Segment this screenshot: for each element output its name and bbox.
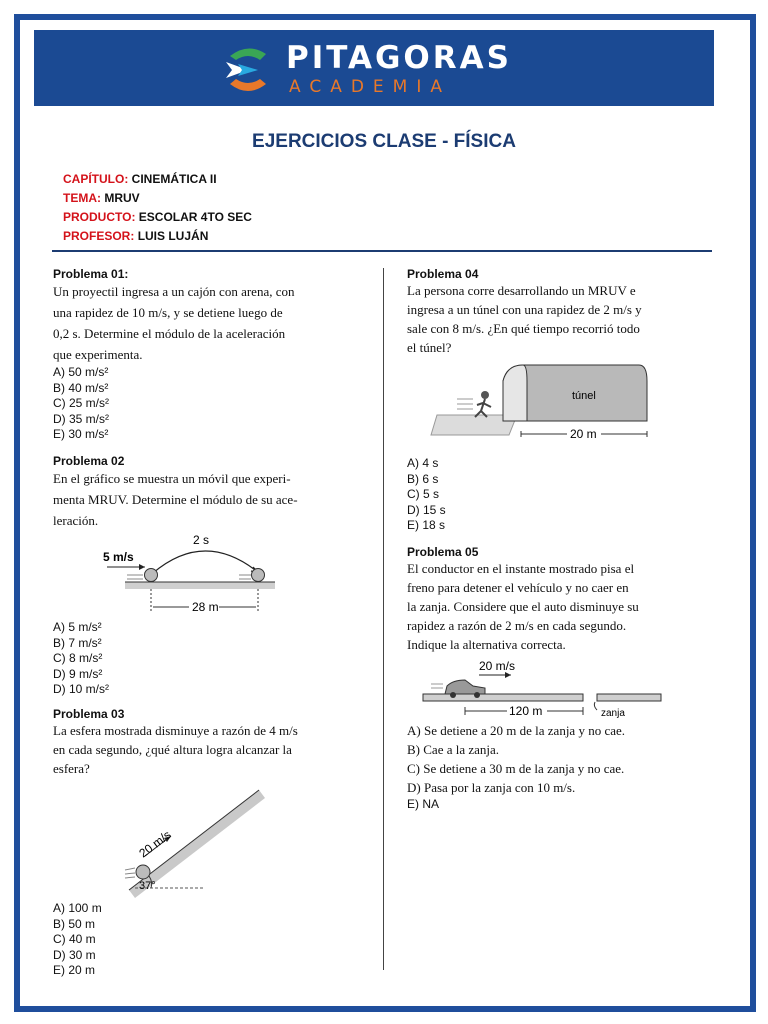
problem-text-line: el túnel? <box>407 340 452 355</box>
runner-icon <box>481 391 489 399</box>
car-icon <box>445 680 485 694</box>
meta-label: PROFESOR: <box>63 229 135 243</box>
car-ditch-figure <box>407 654 677 718</box>
option: D) 30 m <box>53 947 96 962</box>
option: C) 5 s <box>407 487 440 501</box>
option: C) 8 m/s² <box>53 651 103 665</box>
page-title: EJERCICIOS CLASE - FÍSICA <box>252 131 516 152</box>
problem-04 <box>407 267 677 534</box>
problem-01 <box>53 267 323 443</box>
speed-label: 20 m/s <box>136 827 174 861</box>
problem-05 <box>407 545 677 812</box>
problem-text-line: leración. <box>53 513 99 528</box>
problem-heading: Problema 01: <box>53 267 129 281</box>
option: B) Cae a la zanja. <box>407 742 500 757</box>
problem-heading: Problema 05 <box>407 545 479 559</box>
ball-icon <box>145 569 158 582</box>
option: E) NA <box>407 797 440 811</box>
meta-label: TEMA: <box>63 191 101 205</box>
option: B) 6 s <box>407 471 439 486</box>
tunnel-label: túnel <box>572 390 596 402</box>
meta-value: LUIS LUJÁN <box>137 229 209 243</box>
column-divider <box>383 268 384 970</box>
problem-text-line: que experimenta. <box>53 347 143 362</box>
problem-text-line: una rapidez de 10 m/s, y se detiene luego de <box>53 305 283 320</box>
option: A) 4 s <box>407 456 439 470</box>
speed-label: 20 m/s <box>479 659 516 673</box>
option: E) 30 m/s² <box>53 427 109 441</box>
problem-text-line: la zanja. Considere que el auto disminuye su <box>407 599 639 614</box>
problem-text-line: Un proyectil ingresa a un cajón con arena, con <box>53 284 295 299</box>
option: D) 35 m/s² <box>53 411 110 426</box>
option: D) 9 m/s² <box>53 666 103 681</box>
options-list <box>407 456 677 534</box>
option: A) 50 m/s² <box>53 365 109 379</box>
option: D) 10 m/s² <box>53 682 110 696</box>
option: B) 40 m/s² <box>53 380 109 395</box>
problem-text-line: en cada segundo, ¿qué altura logra alcanzar la <box>53 742 292 757</box>
problem-text-line: El conductor en el instante mostrado pisa el <box>407 561 635 576</box>
ball-icon <box>252 569 265 582</box>
options-list <box>53 901 325 979</box>
meta-chapter <box>63 170 252 189</box>
problem-text-line: La esfera mostrada disminuye a razón de 4 m/s <box>53 723 298 738</box>
option: A) Se detiene a 20 m de la zanja y no cae. <box>407 723 626 738</box>
uniform-accel-figure <box>53 531 323 617</box>
brand-name: PITAGORAS <box>286 40 512 76</box>
option: A) 5 m/s² <box>53 620 102 634</box>
option: B) 7 m/s² <box>53 635 102 650</box>
option: E) 20 m <box>53 963 96 977</box>
problem-text-line: Indique la alternativa correcta. <box>407 637 566 652</box>
meta-value: CINEMÁTICA II <box>131 172 217 186</box>
length-label: 20 m <box>570 427 597 441</box>
problem-text-line: rapidez a razón de 2 m/s en cada segundo. <box>407 618 627 633</box>
option: D) Pasa por la zanja con 10 m/s. <box>407 780 576 795</box>
header-banner <box>34 30 714 106</box>
options-list <box>407 721 677 797</box>
ditch-label: zanja <box>601 708 625 718</box>
brand-subtitle: ACADEMIA <box>289 77 451 97</box>
meta-product <box>63 208 252 227</box>
options-list <box>53 620 323 698</box>
pitagoras-logo-icon <box>224 44 272 94</box>
tunnel-figure <box>407 357 677 453</box>
option: C) Se detiene a 30 m de la zanja y no cae. <box>407 761 625 776</box>
option: B) 50 m <box>53 916 96 931</box>
incline-figure <box>53 778 325 898</box>
ball-icon <box>136 865 150 879</box>
meta-teacher <box>63 227 252 246</box>
problem-text-line: 0,2 s. Determine el módulo de la aceleración <box>53 326 286 341</box>
option: C) 25 m/s² <box>53 396 110 410</box>
time-label: 2 s <box>193 533 210 547</box>
header-divider <box>52 250 712 252</box>
problem-heading: Problema 02 <box>53 454 125 468</box>
problem-text-line: ingresa a un túnel con una rapidez de 2 m/s y <box>407 302 642 317</box>
problem-text-line: freno para detener el vehículo y no caer en <box>407 580 629 595</box>
problem-heading: Problema 04 <box>407 267 479 281</box>
distance-label: 28 m <box>192 600 219 614</box>
problem-text-line: La persona corre desarrollando un MRUV e <box>407 283 636 298</box>
problem-text-line: sale con 8 m/s. ¿En qué tiempo recorrió todo <box>407 321 640 336</box>
document-meta <box>63 170 252 246</box>
problem-03 <box>53 707 325 979</box>
meta-value: MRUV <box>104 191 140 205</box>
problem-heading: Problema 03 <box>53 707 125 721</box>
option: D) 15 s <box>407 502 446 517</box>
option: A) 100 m <box>53 901 102 915</box>
angle-label: 37° <box>139 880 156 892</box>
meta-label: PRODUCTO: <box>63 210 136 224</box>
problem-text-line: En el gráfico se muestra un móvil que experi- <box>53 471 291 486</box>
problem-text-line: menta MRUV. Determine el módulo de su ace- <box>53 492 298 507</box>
option: C) 40 m <box>53 932 96 946</box>
meta-value: ESCOLAR 4TO SEC <box>138 210 252 224</box>
problem-text-line: esfera? <box>53 761 90 776</box>
distance-label: 120 m <box>509 704 543 718</box>
problem-02 <box>53 454 323 698</box>
meta-topic <box>63 189 252 208</box>
meta-label: CAPÍTULO: <box>63 172 129 186</box>
speed-label: 5 m/s <box>103 550 134 564</box>
option: E) 18 s <box>407 518 446 532</box>
options-list <box>53 365 323 443</box>
